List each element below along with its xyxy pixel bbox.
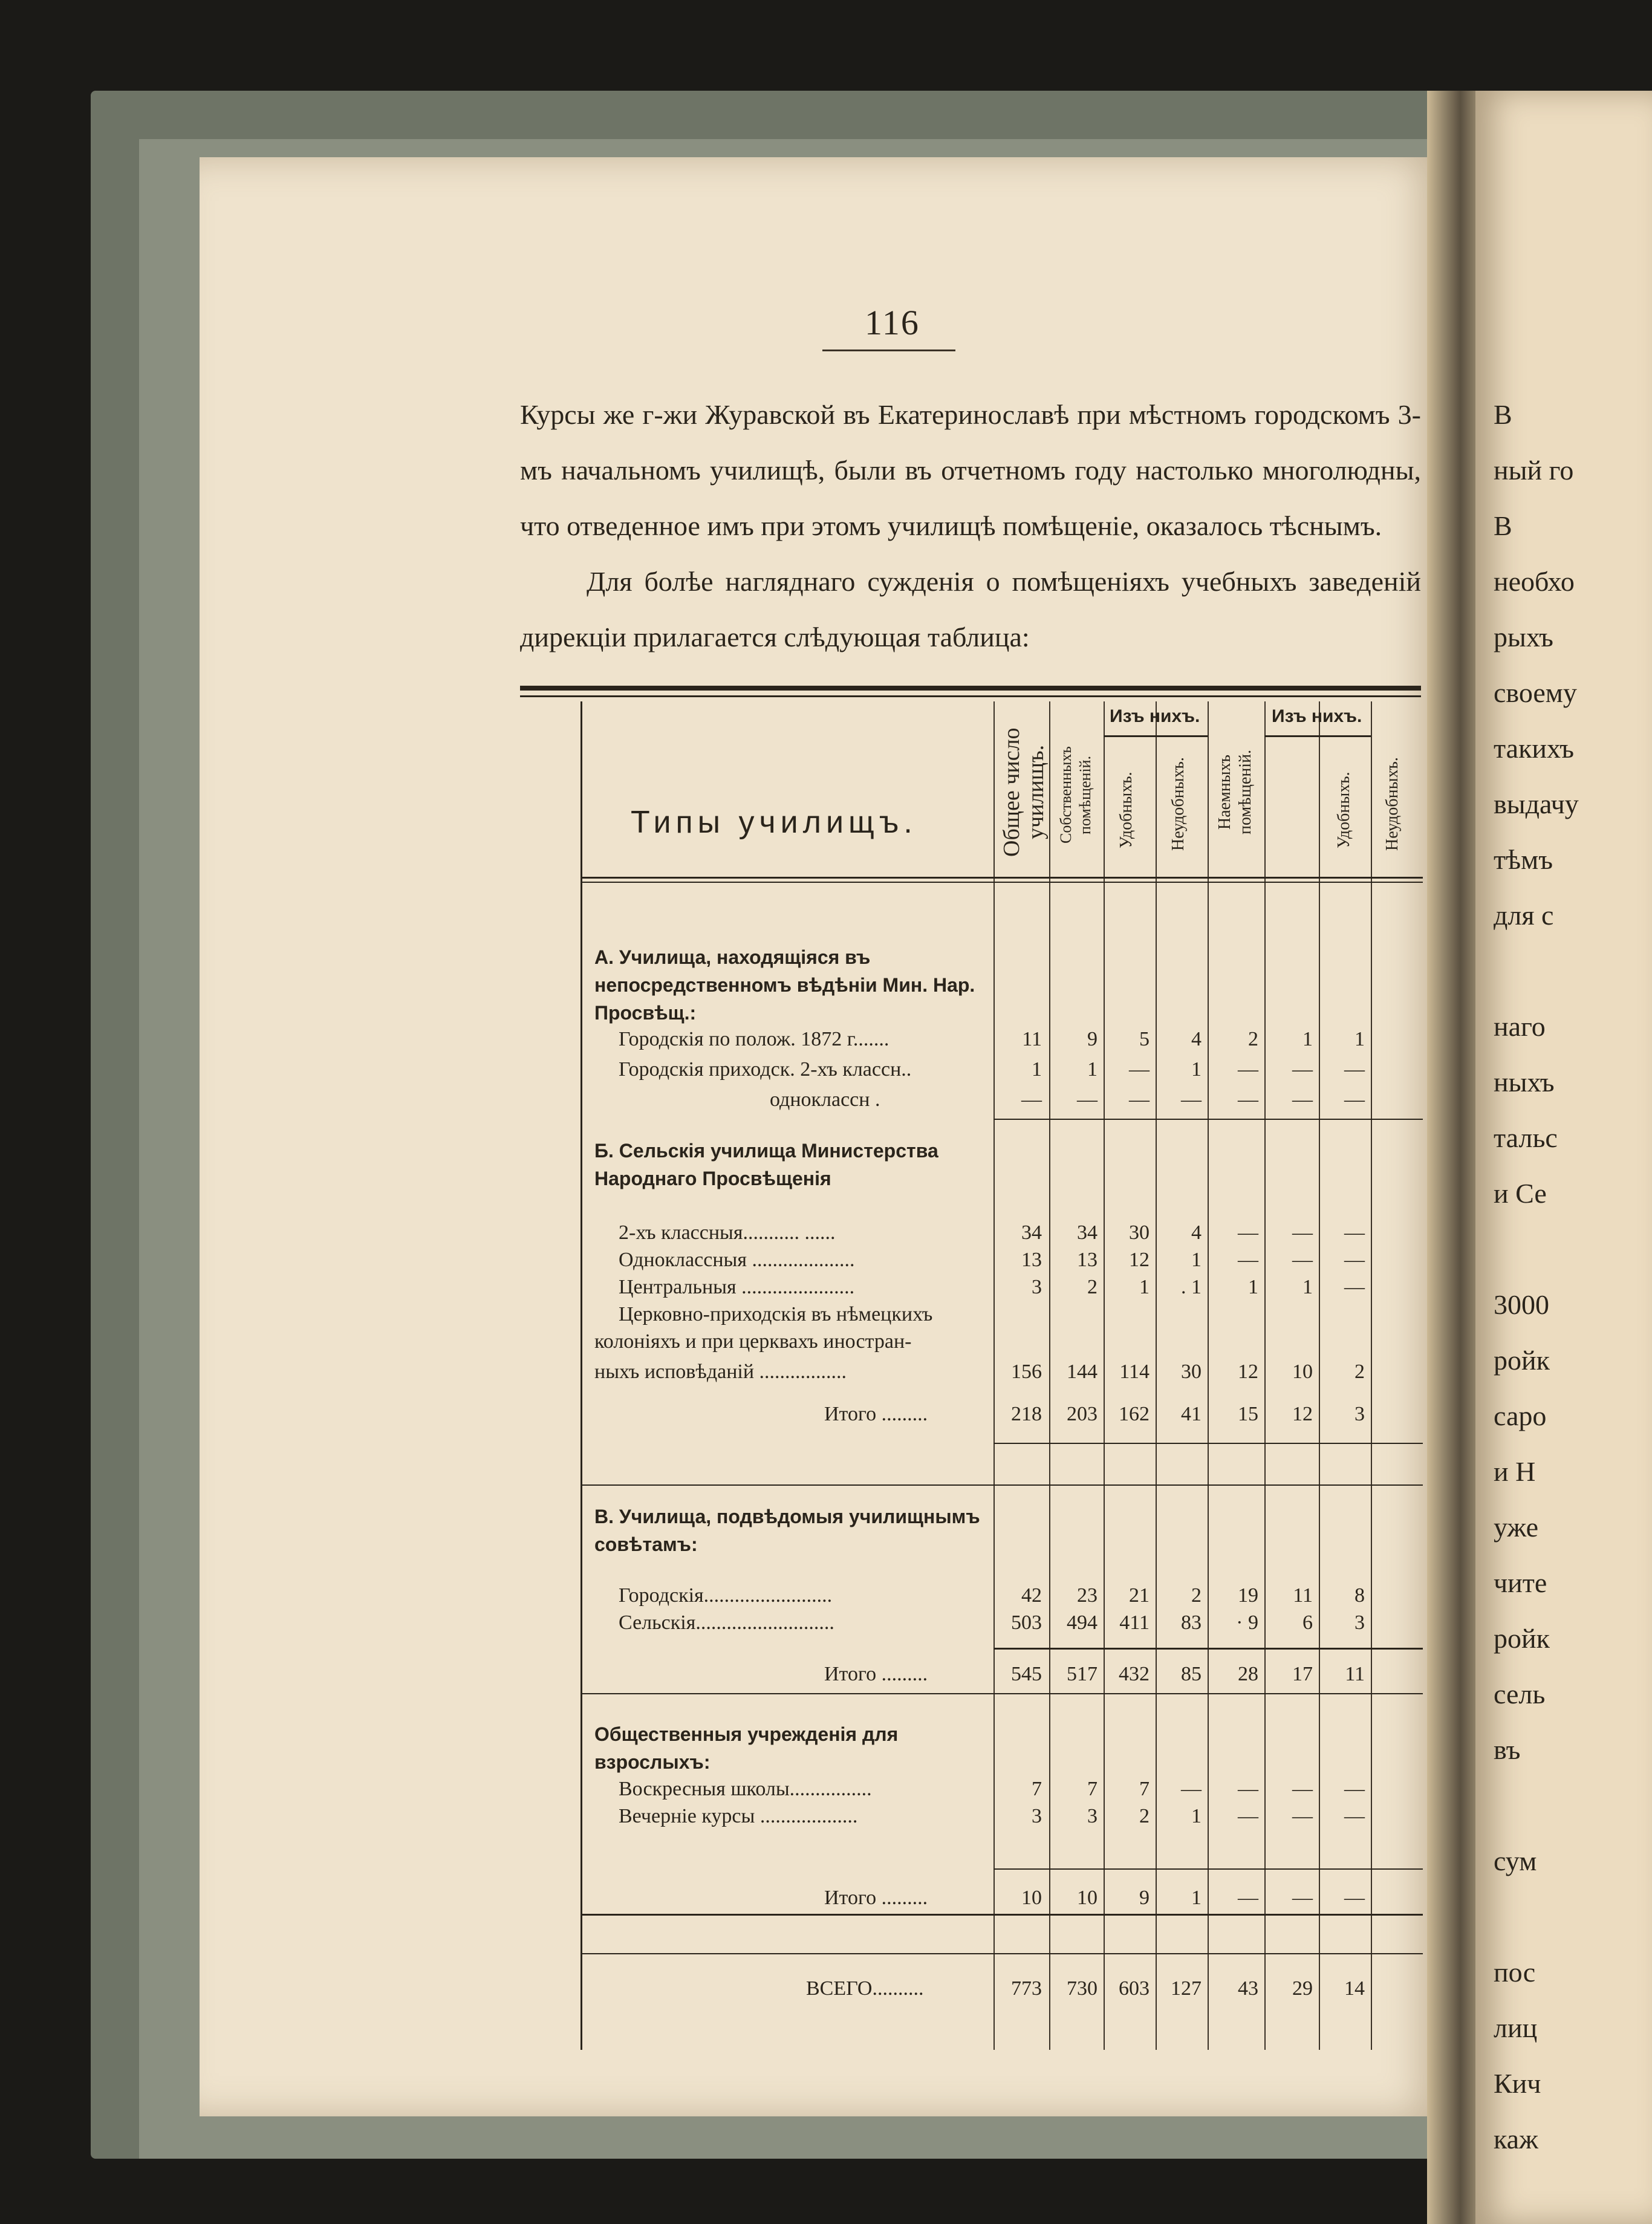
cell-value: 3 [1087,1805,1098,1827]
row-label: Городскія по полож. 1872 г....... [619,1028,889,1050]
header-rented: Наемныхъ помѣщеній. [1215,749,1255,835]
row-rule [582,1953,1423,1954]
cell-value: — [1292,1778,1313,1800]
cell-value: 6 [1302,1611,1313,1634]
paragraph-2: Для болѣе нагляднаго сужденія о помѣщеніяхъ учебныхъ заведеній дирекціи прилагается слѣдующая таблица: [520,566,1421,652]
cell-value: — [1292,1088,1313,1111]
cell-value: 7 [1087,1778,1098,1800]
table-top-rule-thin [520,695,1421,697]
cell-value: — [1238,1058,1258,1081]
row-label: одноклассн . [770,1088,880,1111]
cell-value: — [1344,1887,1365,1909]
cell-value: 545 [1011,1663,1042,1685]
cell-value: — [1292,1805,1313,1827]
cell-value: 83 [1181,1611,1202,1634]
cell-value: — [1344,1276,1365,1298]
body-text [520,387,1421,665]
cell-value: 15 [1238,1403,1258,1425]
cell-value: 203 [1067,1403,1098,1425]
cell-value: 19 [1238,1584,1258,1607]
cell-value: 11 [1345,1663,1365,1685]
cell-value: — [1292,1887,1313,1909]
cell-value: 4 [1191,1221,1202,1244]
row-label: Городскія приходск. 2-хъ классн.. [619,1058,912,1081]
cell-value: 30 [1129,1221,1150,1244]
header-bad-1: Неудобныхъ. [1169,757,1188,851]
header-bad-2: Неудобныхъ. [1383,757,1402,851]
cell-value: 11 [1022,1028,1042,1050]
cell-value: 1 [1191,1887,1202,1909]
cell-value: 603 [1119,1977,1150,2000]
cell-value: — [1077,1088,1098,1111]
cell-value: 1 [1191,1805,1202,1827]
cell-value: 2 [1191,1584,1202,1607]
cell-value: 8 [1354,1584,1365,1607]
cell-value: 12 [1129,1249,1150,1271]
row-rule [993,1868,1423,1870]
cell-value: 14 [1344,1977,1365,2000]
row-label: Итого ......... [824,1887,928,1909]
cell-value: 43 [1238,1977,1258,2000]
cell-value: — [1238,1088,1258,1111]
cell-value: 730 [1067,1977,1098,2000]
cell-value: — [1129,1058,1150,1081]
cell-value: 3 [1032,1805,1042,1827]
cell-value: 13 [1077,1249,1098,1271]
row-label: Сельскія........................... [619,1611,834,1634]
cell-value: 10 [1077,1887,1098,1909]
header-group-1: Изъ нихъ. [1110,706,1200,726]
cell-value: · 9 [1236,1611,1258,1634]
page-number-rule [822,350,955,351]
cell-value: 156 [1011,1361,1042,1383]
section-b-heading: Б. Сельскія училища Министерства Народнаго Просвѣщенія [594,1140,938,1189]
cell-value: 34 [1021,1221,1042,1244]
cell-value: 1 [1248,1276,1258,1298]
table-top-rule [520,686,1421,691]
section-c-heading: В. Училища, подвѣдомыя училищнымъ совѣтамъ: [594,1506,980,1555]
col-line [1208,701,1209,2050]
cell-value: 127 [1171,1977,1202,2000]
cell-value: 411 [1119,1611,1150,1634]
cell-value: 9 [1139,1887,1150,1909]
cell-value: — [1181,1778,1202,1800]
row-rule [582,1914,1423,1916]
cell-value: 503 [1011,1611,1042,1634]
row-label: ныхъ исповѣданій ................. [594,1361,847,1383]
cell-value: 7 [1139,1778,1150,1800]
cell-value: 30 [1181,1361,1202,1383]
cell-value: — [1181,1088,1202,1111]
cell-value: 114 [1119,1361,1150,1383]
cell-value: — [1344,1088,1365,1111]
cell-value: — [1292,1221,1313,1244]
header-good-2: Удобныхъ. [1335,772,1353,849]
cell-value: — [1292,1058,1313,1081]
row-rule [582,1693,1423,1694]
cell-value: . 1 [1181,1276,1202,1298]
cell-value: 432 [1119,1663,1150,1685]
cell-value: — [1238,1887,1258,1909]
cell-value: — [1344,1249,1365,1271]
cell-value: 3 [1032,1276,1042,1298]
cell-value: 41 [1181,1403,1202,1425]
col-line [1371,701,1372,2050]
row-rule [993,1443,1423,1444]
header-own: Собственныхъ помѣщеній. [1057,746,1094,844]
cell-value: 5 [1139,1028,1150,1050]
cell-value: — [1292,1249,1313,1271]
cell-value: — [1238,1805,1258,1827]
row-label: Итого ......... [824,1663,928,1685]
cell-value: 28 [1238,1663,1258,1685]
header-good-1: Удобныхъ. [1117,772,1136,849]
row-label: колоніяхъ и при церквахъ иностран- [594,1330,912,1353]
cell-value: 517 [1067,1663,1098,1685]
cell-value: — [1344,1805,1365,1827]
cell-value: 7 [1032,1778,1042,1800]
cell-value: 144 [1067,1361,1098,1383]
header-total: Общее число училищъ. [999,727,1049,857]
row-rule [582,1484,1423,1486]
header-group-rule [1264,735,1371,737]
cell-value: 10 [1292,1361,1313,1383]
header-group-2: Изъ нихъ. [1272,706,1362,726]
cell-value: 1 [1302,1028,1313,1050]
cell-value: — [1021,1088,1042,1111]
cell-value: 218 [1011,1403,1042,1425]
cell-value: 1 [1032,1058,1042,1081]
cell-value: 85 [1181,1663,1202,1685]
cell-value: — [1238,1778,1258,1800]
cell-value: 1 [1087,1058,1098,1081]
cell-value: 13 [1021,1249,1042,1271]
cell-value: 773 [1011,1977,1042,2000]
cell-value: — [1344,1058,1365,1081]
cell-value: 494 [1067,1611,1098,1634]
cell-value: 1 [1191,1249,1202,1271]
cell-value: 29 [1292,1977,1313,2000]
cell-value: — [1238,1221,1258,1244]
cell-value: 21 [1129,1584,1150,1607]
cell-value: 3 [1354,1403,1365,1425]
row-label: Центральныя ...................... [619,1276,855,1298]
row-label: Городскія......................... [619,1584,833,1607]
section-a-heading: А. Училища, находящіяся въ непосредственномъ вѣдѣніи Мин. Нар. Просвѣщ.: [594,946,975,1024]
cell-value: 1 [1139,1276,1150,1298]
cell-value: 2 [1354,1361,1365,1383]
row-rule [993,1119,1423,1120]
cell-value: 2 [1139,1805,1150,1827]
row-label: 2-хъ классныя........... ...... [619,1221,836,1244]
cell-value: 12 [1292,1403,1313,1425]
cell-value: — [1129,1088,1150,1111]
cell-value: 11 [1293,1584,1313,1607]
row-label: Церковно-приходскія въ нѣмецкихъ [619,1303,933,1325]
schools-table [580,701,1423,2050]
row-rule [993,1648,1423,1650]
cell-value: 42 [1021,1584,1042,1607]
cell-value: 162 [1119,1403,1150,1425]
cell-value: 9 [1087,1028,1098,1050]
header-bottom-rule [582,877,1423,879]
row-label: Вечерніе курсы ................... [619,1805,858,1827]
header-group-rule [1104,735,1208,737]
cell-value: 1 [1354,1028,1365,1050]
row-label: ВСЕГО.......... [806,1977,924,2000]
cell-value: 4 [1191,1028,1202,1050]
header-bottom-rule-thin [582,882,1423,883]
right-page-text: В ный го В необхо рыхъ своему такихъ выдачу тѣмъ для с наго ныхъ тальс и Се 3000 ройк саро и Н уже чите ройк сель въ сум пос лиц Кич каж [1494,399,1579,2154]
cell-value: — [1344,1221,1365,1244]
cell-value: 2 [1248,1028,1258,1050]
cell-value: 17 [1292,1663,1313,1685]
paragraph-1: Курсы же г-жи Журавской въ Екатеринославѣ при мѣстномъ городскомъ 3-мъ начальномъ училищѣ, были въ отчетномъ году настолько многолюдны, что отведенное имъ при этомъ училищѣ помѣщеніе, оказалось тѣснымъ. [520,399,1421,541]
cell-value: — [1344,1778,1365,1800]
table-title: Типы училищъ. [631,805,917,840]
page-number: 116 [865,303,920,342]
row-label: Итого ......... [824,1403,928,1425]
cell-value: — [1238,1249,1258,1271]
cell-value: 12 [1238,1361,1258,1383]
cell-value: 10 [1021,1887,1042,1909]
cell-value: 2 [1087,1276,1098,1298]
row-label: Воскресныя школы................ [619,1778,872,1800]
cell-value: 34 [1077,1221,1098,1244]
cell-value: 1 [1302,1276,1313,1298]
cell-value: 1 [1191,1058,1202,1081]
cell-value: 3 [1354,1611,1365,1634]
cell-value: 23 [1077,1584,1098,1607]
section-d-heading: Общественныя учрежденія для взрослыхъ: [594,1723,899,1773]
row-label: Одноклассныя .................... [619,1249,855,1271]
